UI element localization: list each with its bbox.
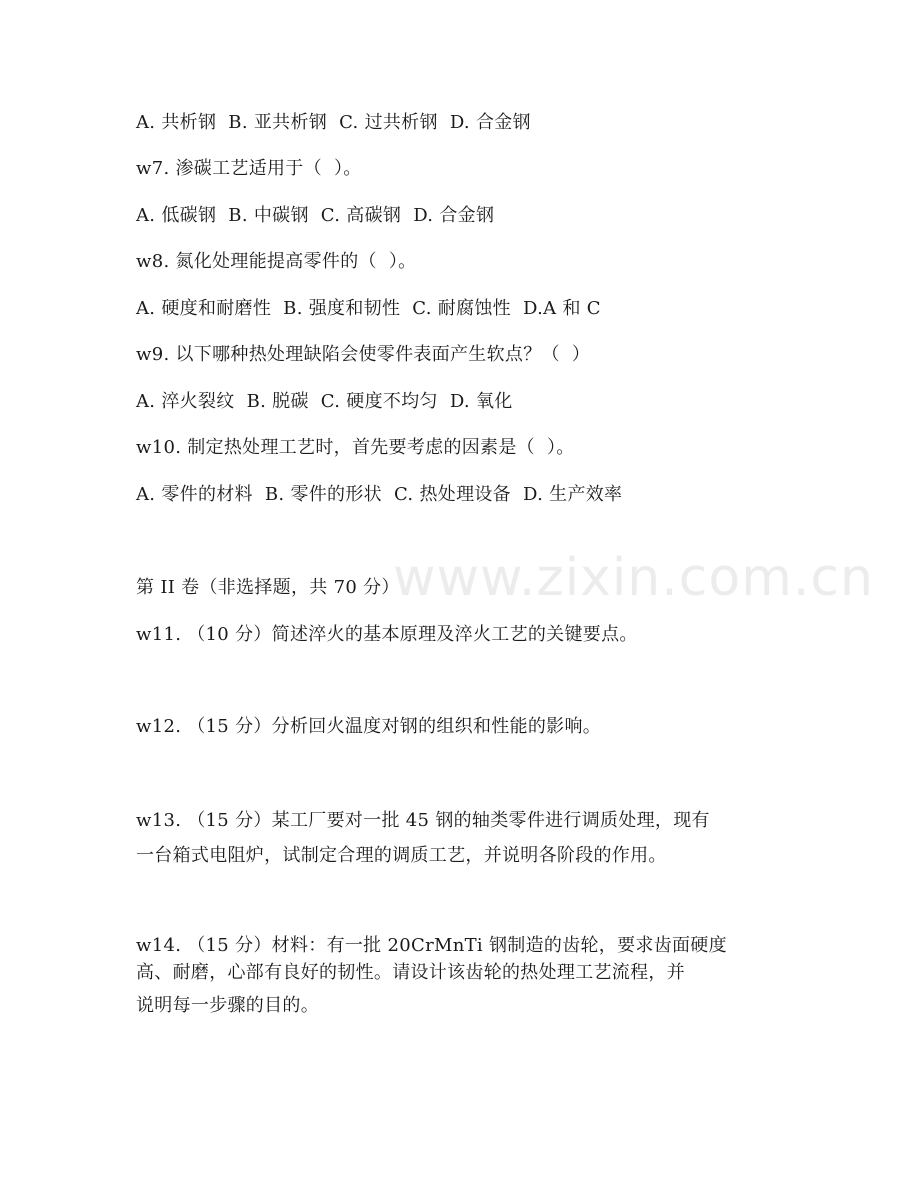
q10-question: w10. 制定热处理工艺时，首先要考虑的因素是（ ）。 [136, 437, 575, 458]
q14-question-line1: w14. （15 分）材料：有一批 20CrMnTi 钢制造的齿轮，要求齿面硬度 [136, 935, 727, 956]
q14-question-line3: 说明每一步骤的目的。 [136, 995, 319, 1016]
watermark: www.zixin.com.cn [393, 548, 874, 608]
q6-options: A. 共析钢 B. 亚共析钢 C. 过共析钢 D. 合金钢 [136, 112, 531, 133]
q7-options: A. 低碳钢 B. 中碳钢 C. 高碳钢 D. 合金钢 [136, 205, 495, 226]
q13-question-line2: 一台箱式电阻炉，试制定合理的调质工艺，并说明各阶段的作用。 [136, 845, 667, 866]
q8-question: w8. 氮化处理能提高零件的（ ）。 [136, 251, 417, 272]
q10-options: A. 零件的材料 B. 零件的形状 C. 热处理设备 D. 生产效率 [136, 484, 623, 505]
q14-question-line2: 高、耐磨，心部有良好的韧性。请设计该齿轮的热处理工艺流程，并 [136, 962, 685, 983]
q9-question: w9. 以下哪种热处理缺陷会使零件表面产生软点？（ ） [136, 344, 591, 365]
q11-question: w11. （10 分）简述淬火的基本原理及淬火工艺的关键要点。 [136, 624, 638, 645]
q7-question: w7. 渗碳工艺适用于（ ）。 [136, 158, 362, 179]
q8-options: A. 硬度和耐磨性 B. 强度和韧性 C. 耐腐蚀性 D.A 和 C [136, 298, 601, 319]
q12-question: w12. （15 分）分析回火温度对钢的组织和性能的影响。 [136, 716, 602, 737]
section-heading: 第 II 卷（非选择题，共 70 分） [136, 577, 400, 598]
q13-question-line1: w13. （15 分）某工厂要对一批 45 钢的轴类零件进行调质处理，现有 [136, 810, 710, 831]
q9-options: A. 淬火裂纹 B. 脱碳 C. 硬度不均匀 D. 氧化 [136, 391, 513, 412]
